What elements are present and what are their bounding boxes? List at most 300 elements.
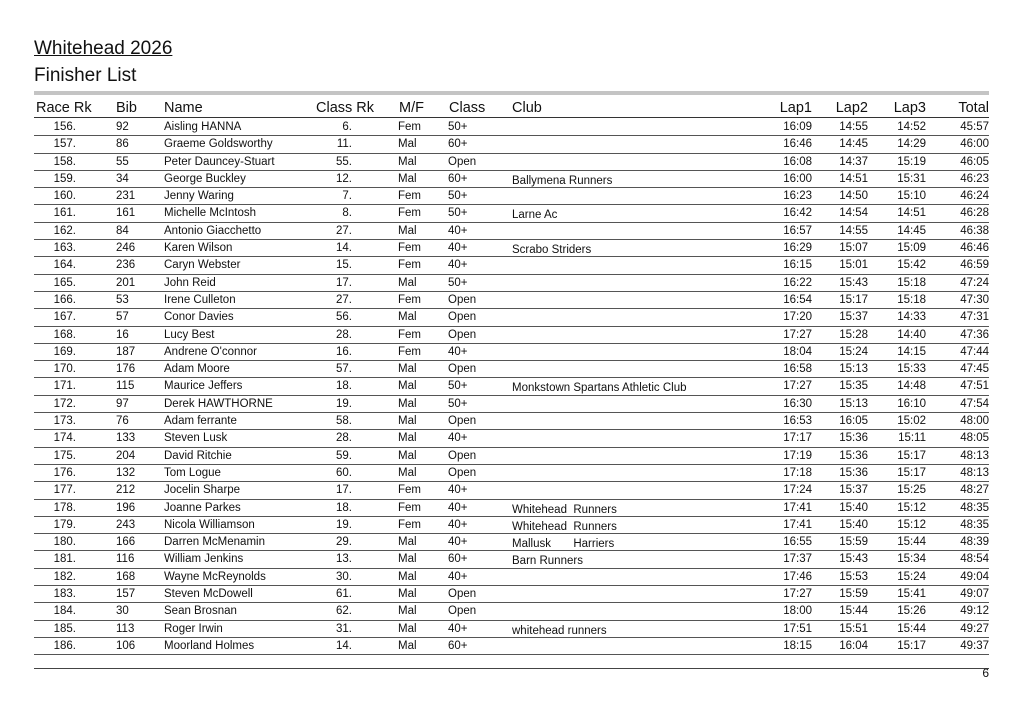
gender-cell: Fem — [398, 501, 421, 514]
header-lap3: Lap3 — [893, 100, 926, 116]
club-cell: Barn Runners — [512, 555, 583, 568]
total-cell: 48:13 — [960, 449, 989, 462]
lap1-cell: 16:23 — [783, 190, 812, 203]
club-cell: Whitehead Runners — [512, 503, 617, 516]
bib-cell: 166 — [116, 536, 136, 549]
class-cell: 60+ — [448, 639, 468, 652]
lap2-cell: 15:53 — [839, 570, 868, 583]
table-row — [34, 500, 989, 517]
total-cell: 49:12 — [960, 605, 989, 618]
table-row — [34, 188, 989, 205]
lap1-cell: 17:24 — [783, 484, 812, 497]
bib-cell: 116 — [116, 553, 135, 566]
class-rank-cell: 31. — [336, 622, 352, 635]
race-rank-cell: 166. — [53, 293, 76, 306]
class-rank-cell: 18. — [336, 501, 352, 514]
total-cell: 49:37 — [960, 639, 989, 652]
bib-cell: 84 — [116, 224, 129, 237]
lap3-cell: 15:18 — [897, 293, 926, 306]
gender-cell: Mal — [398, 553, 417, 566]
race-rank-cell: 174. — [53, 432, 76, 445]
lap2-cell: 15:43 — [839, 553, 868, 566]
lap3-cell: 15:17 — [897, 449, 926, 462]
lap1-cell: 16:54 — [783, 293, 812, 306]
club-cell: Scrabo Striders — [512, 244, 592, 257]
class-rank-cell: 27. — [336, 224, 352, 237]
bib-cell: 176 — [116, 363, 136, 376]
total-cell: 47:30 — [960, 293, 989, 306]
bib-cell: 34 — [116, 172, 129, 185]
class-rank-cell: 55. — [336, 155, 352, 168]
lap2-cell: 15:36 — [839, 449, 868, 462]
bib-cell: 212 — [116, 484, 136, 497]
table-row — [34, 223, 989, 240]
total-cell: 46:00 — [960, 138, 989, 151]
name-cell: Andrene O'connor — [164, 345, 257, 358]
lap3-cell: 15:26 — [897, 605, 926, 618]
table-row — [34, 586, 989, 603]
name-cell: Caryn Webster — [164, 259, 241, 272]
race-rank-cell: 165. — [53, 276, 76, 289]
gender-cell: Mal — [398, 588, 417, 601]
total-cell: 49:04 — [960, 570, 989, 583]
lap1-cell: 17:18 — [783, 466, 812, 479]
lap3-cell: 15:33 — [897, 363, 926, 376]
name-cell: Michelle McIntosh — [164, 207, 257, 220]
class-rank-cell: 18. — [336, 380, 352, 393]
race-rank-cell: 157. — [53, 138, 76, 151]
lap1-cell: 18:04 — [783, 345, 812, 358]
bib-cell: 161 — [116, 207, 136, 220]
lap3-cell: 15:34 — [897, 553, 926, 566]
gender-cell: Fem — [398, 345, 421, 358]
lap1-cell: 17:27 — [783, 588, 812, 601]
class-cell: Open — [448, 415, 477, 428]
lap1-cell: 17:51 — [783, 622, 812, 635]
lap2-cell: 15:01 — [839, 259, 868, 272]
lap1-cell: 16:00 — [783, 172, 812, 185]
finisher-table-body — [34, 119, 989, 655]
gender-cell: Mal — [398, 155, 417, 168]
bib-cell: 115 — [116, 380, 135, 393]
lap2-cell: 15:40 — [839, 501, 868, 514]
class-cell: 40+ — [448, 570, 468, 583]
gender-cell: Fem — [398, 242, 421, 255]
lap3-cell: 15:10 — [897, 190, 926, 203]
total-cell: 48:27 — [960, 484, 989, 497]
bib-cell: 201 — [116, 276, 136, 289]
total-cell: 47:36 — [960, 328, 989, 341]
class-cell: Open — [448, 328, 477, 341]
lap1-cell: 16:57 — [783, 224, 812, 237]
header-total: Total — [958, 100, 989, 116]
total-cell: 47:24 — [960, 276, 989, 289]
class-cell: 40+ — [448, 259, 468, 272]
class-cell: 40+ — [448, 242, 468, 255]
gender-cell: Mal — [398, 138, 417, 151]
name-cell: Roger Irwin — [164, 622, 223, 635]
lap2-cell: 15:37 — [839, 311, 868, 324]
bib-cell: 92 — [116, 121, 129, 133]
lap3-cell: 15:11 — [898, 432, 926, 445]
table-row — [34, 603, 989, 620]
lap2-cell: 15:13 — [839, 363, 868, 376]
lap3-cell: 15:18 — [897, 276, 926, 289]
race-rank-cell: 186. — [53, 639, 76, 652]
total-cell: 47:44 — [960, 345, 989, 358]
lap2-cell: 14:37 — [839, 155, 868, 168]
table-row — [34, 482, 989, 499]
lap2-cell: 15:37 — [839, 484, 868, 497]
lap3-cell: 15:31 — [897, 172, 926, 185]
lap3-cell: 15:19 — [897, 155, 926, 168]
race-rank-cell: 167. — [53, 311, 76, 324]
name-cell: Steven Lusk — [164, 432, 228, 445]
class-rank-cell: 7. — [342, 190, 352, 203]
total-cell: 48:39 — [960, 536, 989, 549]
table-row — [34, 119, 989, 136]
race-rank-cell: 178. — [53, 501, 76, 514]
name-cell: Darren McMenamin — [164, 536, 265, 549]
race-rank-cell: 168. — [53, 328, 76, 341]
bib-cell: 97 — [116, 397, 129, 410]
bib-cell: 236 — [116, 259, 136, 272]
class-rank-cell: 15. — [336, 259, 352, 272]
race-rank-cell: 156. — [53, 121, 76, 133]
class-cell: 60+ — [448, 172, 468, 185]
name-cell: Karen Wilson — [164, 242, 233, 255]
header-club: Club — [512, 100, 542, 116]
class-rank-cell: 11. — [336, 138, 352, 151]
title-divider — [34, 91, 989, 95]
lap2-cell: 15:17 — [839, 293, 868, 306]
bib-cell: 187 — [116, 345, 136, 358]
club-cell: Larne Ac — [512, 209, 558, 222]
class-cell: Open — [448, 311, 477, 324]
class-rank-cell: 19. — [336, 397, 352, 410]
table-row — [34, 430, 989, 447]
total-cell: 48:13 — [960, 466, 989, 479]
class-rank-cell: 14. — [336, 639, 352, 652]
race-rank-cell: 171. — [53, 380, 76, 393]
lap2-cell: 15:59 — [839, 536, 868, 549]
lap3-cell: 16:10 — [897, 397, 926, 410]
class-rank-cell: 17. — [336, 276, 352, 289]
class-rank-cell: 58. — [336, 415, 352, 428]
race-rank-cell: 162. — [53, 224, 76, 237]
name-cell: Sean Brosnan — [164, 605, 237, 618]
bib-cell: 246 — [116, 242, 136, 255]
gender-cell: Mal — [398, 363, 417, 376]
class-rank-cell: 61. — [336, 588, 352, 601]
gender-cell: Fem — [398, 328, 421, 341]
lap3-cell: 14:45 — [897, 224, 926, 237]
club-cell: Mallusk Harriers — [512, 538, 615, 551]
gender-cell: Mal — [398, 172, 417, 185]
total-cell: 48:54 — [960, 553, 989, 566]
lap3-cell: 15:17 — [897, 466, 926, 479]
gender-cell: Fem — [398, 190, 421, 203]
table-row — [34, 257, 989, 274]
lap2-cell: 14:55 — [839, 224, 868, 237]
race-rank-cell: 159. — [53, 172, 76, 185]
club-cell: Whitehead Runners — [512, 520, 617, 533]
name-cell: Graeme Goldsworthy — [164, 138, 273, 151]
lap2-cell: 15:24 — [839, 345, 868, 358]
lap1-cell: 16:42 — [783, 207, 812, 220]
lap1-cell: 17:41 — [783, 501, 812, 514]
class-cell: 40+ — [448, 501, 468, 514]
class-rank-cell: 59. — [336, 449, 352, 462]
bib-cell: 168 — [116, 570, 136, 583]
lap2-cell: 14:45 — [839, 138, 868, 151]
lap1-cell: 16:55 — [783, 536, 812, 549]
table-row — [34, 448, 989, 465]
lap1-cell: 16:22 — [783, 276, 812, 289]
lap2-cell: 14:50 — [839, 190, 868, 203]
race-rank-cell: 185. — [53, 622, 76, 635]
lap3-cell: 15:44 — [897, 622, 926, 635]
gender-cell: Mal — [398, 449, 417, 462]
class-cell: 40+ — [448, 432, 468, 445]
total-cell: 48:05 — [960, 432, 989, 445]
lap1-cell: 17:17 — [783, 432, 812, 445]
name-cell: Peter Dauncey-Stuart — [164, 155, 275, 168]
class-rank-cell: 13. — [336, 553, 352, 566]
bib-cell: 243 — [116, 518, 136, 531]
lap1-cell: 17:41 — [783, 518, 812, 531]
race-rank-cell: 175. — [53, 449, 76, 462]
race-rank-cell: 164. — [53, 259, 76, 272]
race-rank-cell: 160. — [53, 190, 76, 203]
page-number: 6 — [982, 666, 989, 680]
lap1-cell: 17:27 — [783, 380, 812, 393]
table-end-divider — [34, 668, 989, 669]
name-cell: Joanne Parkes — [164, 501, 241, 514]
table-row — [34, 551, 989, 568]
header-bib: Bib — [116, 100, 137, 116]
table-row — [34, 327, 989, 344]
total-cell: 46:28 — [960, 207, 989, 220]
bib-cell: 204 — [116, 449, 136, 462]
race-rank-cell: 183. — [53, 588, 76, 601]
name-cell: Lucy Best — [164, 328, 215, 341]
class-cell: 40+ — [448, 518, 468, 531]
lap2-cell: 15:28 — [839, 328, 868, 341]
class-cell: 50+ — [448, 276, 468, 289]
table-row — [34, 534, 989, 551]
gender-cell: Mal — [398, 397, 417, 410]
lap3-cell: 14:29 — [897, 138, 926, 151]
lap2-cell: 15:35 — [839, 380, 868, 393]
lap3-cell: 15:12 — [897, 518, 926, 531]
class-rank-cell: 16. — [336, 345, 352, 358]
gender-cell: Fem — [398, 259, 421, 272]
table-row — [34, 569, 989, 586]
bib-cell: 16 — [116, 328, 129, 341]
name-cell: Maurice Jeffers — [164, 380, 243, 393]
name-cell: David Ritchie — [164, 449, 232, 462]
header-mf: M/F — [399, 100, 424, 116]
class-cell: Open — [448, 293, 477, 306]
class-cell: Open — [448, 363, 477, 376]
race-rank-cell: 182. — [53, 570, 76, 583]
lap3-cell: 15:24 — [897, 570, 926, 583]
bib-cell: 132 — [116, 466, 136, 479]
lap1-cell: 17:19 — [783, 449, 812, 462]
total-cell: 49:27 — [960, 622, 989, 635]
race-rank-cell: 161. — [53, 207, 76, 220]
header-name: Name — [164, 100, 203, 116]
class-rank-cell: 56. — [336, 311, 352, 324]
header-lap1: Lap1 — [779, 100, 812, 116]
table-row — [34, 240, 989, 257]
race-rank-cell: 169. — [53, 345, 76, 358]
name-cell: Irene Culleton — [164, 293, 236, 306]
class-rank-cell: 28. — [336, 328, 352, 341]
total-cell: 46:59 — [960, 259, 989, 272]
gender-cell: Mal — [398, 570, 417, 583]
gender-cell: Mal — [398, 466, 417, 479]
club-cell: whitehead runners — [512, 624, 607, 637]
lap3-cell: 15:25 — [897, 484, 926, 497]
lap1-cell: 17:27 — [783, 328, 812, 341]
lap1-cell: 16:53 — [783, 415, 812, 428]
total-cell: 46:24 — [960, 190, 989, 203]
class-rank-cell: 14. — [336, 242, 352, 255]
class-cell: Open — [448, 605, 477, 618]
race-rank-cell: 170. — [53, 363, 76, 376]
class-cell: 50+ — [448, 207, 468, 220]
lap1-cell: 18:15 — [783, 639, 812, 652]
gender-cell: Fem — [398, 484, 421, 497]
class-rank-cell: 29. — [336, 536, 352, 549]
class-cell: 40+ — [448, 622, 468, 635]
class-cell: 60+ — [448, 553, 468, 566]
name-cell: Nicola Williamson — [164, 518, 255, 531]
gender-cell: Fem — [398, 293, 421, 306]
race-rank-cell: 181. — [53, 553, 76, 566]
name-cell: Jocelin Sharpe — [164, 484, 241, 497]
class-rank-cell: 30. — [336, 570, 352, 583]
lap1-cell: 16:08 — [783, 155, 812, 168]
class-cell: Open — [448, 466, 477, 479]
table-header — [34, 99, 989, 118]
bib-cell: 157 — [116, 588, 136, 601]
name-cell: Moorland Holmes — [164, 639, 255, 652]
total-cell: 49:07 — [960, 588, 989, 601]
class-cell: 60+ — [448, 138, 468, 151]
bib-cell: 53 — [116, 293, 129, 306]
class-cell: 40+ — [448, 536, 468, 549]
lap3-cell: 15:42 — [897, 259, 926, 272]
lap3-cell: 15:09 — [897, 242, 926, 255]
lap3-cell: 15:02 — [897, 415, 926, 428]
lap3-cell: 14:51 — [897, 207, 926, 220]
total-cell: 48:35 — [960, 501, 989, 514]
gender-cell: Fem — [398, 207, 421, 220]
class-rank-cell: 8. — [342, 207, 352, 220]
class-cell: Open — [448, 449, 477, 462]
lap2-cell: 15:51 — [839, 622, 868, 635]
total-cell: 46:46 — [960, 242, 989, 255]
class-cell: 50+ — [448, 380, 468, 393]
header-class: Class — [449, 100, 486, 116]
lap2-cell: 15:44 — [839, 605, 868, 618]
lap3-cell: 14:48 — [897, 380, 926, 393]
race-rank-cell: 179. — [53, 518, 76, 531]
bib-cell: 133 — [116, 432, 136, 445]
lap3-cell: 15:41 — [897, 588, 926, 601]
document-title: Whitehead 2026 — [34, 38, 173, 59]
table-row — [34, 621, 989, 638]
bib-cell: 57 — [116, 311, 129, 324]
class-rank-cell: 12. — [336, 172, 352, 185]
club-cell: Monkstown Spartans Athletic Club — [512, 382, 687, 395]
class-cell: 40+ — [448, 484, 468, 497]
lap1-cell: 16:30 — [783, 397, 812, 410]
race-rank-cell: 163. — [53, 242, 76, 255]
lap3-cell: 14:52 — [897, 121, 926, 133]
total-cell: 47:51 — [960, 380, 989, 393]
header-class-rk: Class Rk — [316, 100, 375, 116]
class-cell: 40+ — [448, 224, 468, 237]
lap2-cell: 16:05 — [839, 415, 868, 428]
class-rank-cell: 60. — [336, 466, 352, 479]
lap3-cell: 14:15 — [897, 345, 926, 358]
class-rank-cell: 27. — [336, 293, 352, 306]
class-cell: 50+ — [448, 190, 468, 203]
lap1-cell: 16:09 — [783, 121, 812, 133]
lap1-cell: 17:46 — [783, 570, 812, 583]
name-cell: Wayne McReynolds — [164, 570, 266, 583]
table-row — [34, 638, 989, 655]
name-cell: Steven McDowell — [164, 588, 253, 601]
race-rank-cell: 177. — [53, 484, 76, 497]
gender-cell: Mal — [398, 605, 417, 618]
lap2-cell: 14:54 — [839, 207, 868, 220]
lap2-cell: 15:13 — [839, 397, 868, 410]
name-cell: John Reid — [164, 276, 216, 289]
race-rank-cell: 172. — [53, 397, 76, 410]
name-cell: Conor Davies — [164, 311, 234, 324]
table-row — [34, 171, 989, 188]
bib-cell: 231 — [116, 190, 136, 203]
lap2-cell: 15:43 — [839, 276, 868, 289]
name-cell: Aisling HANNA — [164, 121, 242, 133]
table-row — [34, 413, 989, 430]
lap2-cell: 14:51 — [839, 172, 868, 185]
gender-cell: Mal — [398, 224, 417, 237]
class-cell: Open — [448, 588, 477, 601]
table-row — [34, 309, 989, 326]
total-cell: 47:31 — [960, 311, 989, 324]
table-row — [34, 361, 989, 378]
name-cell: Adam Moore — [164, 363, 230, 376]
lap1-cell: 16:29 — [783, 242, 812, 255]
document-subtitle: Finisher List — [34, 65, 137, 86]
lap2-cell: 15:36 — [839, 432, 868, 445]
name-cell: Adam ferrante — [164, 415, 237, 428]
class-rank-cell: 62. — [336, 605, 352, 618]
table-row — [34, 292, 989, 309]
race-rank-cell: 184. — [53, 605, 76, 618]
race-rank-cell: 180. — [53, 536, 76, 549]
total-cell: 48:35 — [960, 518, 989, 531]
lap3-cell: 15:44 — [897, 536, 926, 549]
class-rank-cell: 57. — [336, 363, 352, 376]
bib-cell: 106 — [116, 639, 136, 652]
